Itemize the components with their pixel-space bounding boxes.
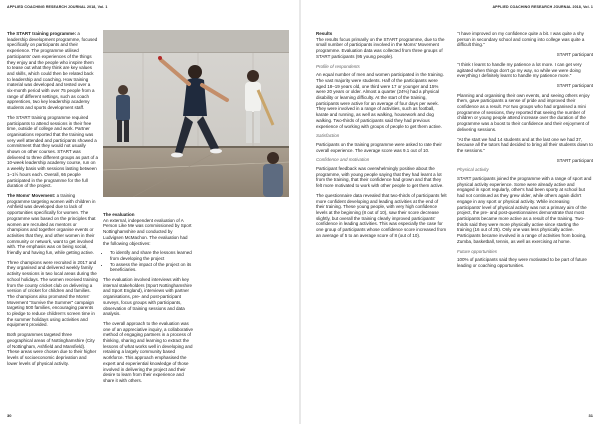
paragraph: Both programmes targeted three geographical areas of Nottinghamshire (City of Nottingham, Ashfield and Mansfield). These areas were chosen due to their higher levels of socioeconomic deprivation and lower levels of physical activity. [7,332,97,366]
right-page [301,0,600,424]
confidence-subheading: Confidence and motivation [316,157,370,163]
paragraph: The results focus primarily on the START programme, due to the small number of participants involved in the Moms' Movement programme. Evaluation data was collected from three groups of START participants (95 young people). [316,36,445,59]
paragraph: Three champions were recruited in 2017 and they organised and delivered weekly family activity sessions in two local areas during the school holidays. The women received training from the county cricket club on delivering a version of cricket for children and families. The champions also promoted the Moms' Movement "Survive the Summer" campaign targeting 500 families, encouraging parents to pledge to reduce children's screen time in the summer holidays using activities and equipment provided. [7,259,98,328]
paragraph: An external, independent evaluation of A Person Like Me was commissioned by Sport Nottinghamshire and conducted by Ludvigsen McMachon. The evaluation had the following objectives: [103,217,192,246]
evaluation-column [103,212,193,388]
physical-activity-subheading: Physical activity [457,167,489,173]
paragraph: The START training programme required participants to attend sessions in their free time, outside of college and work. Partner organisations reported that the training was very well attended and participants showed a commitment that they would not usually shown on other courses. START was delivered to three different groups as part of a 10-week leadership academy course, run on a weekly basis with sessions lasting between 1–1½ hours each. Overall, 66 people participated in the programme for the full duration of the project. [7,114,98,189]
quote-attribution: START participant [556,82,593,88]
participant-quote: "I think I learnt to handle my patience a lot more. I can get very agitated when things don't go my way, so while we were doing everything I definitely learnt to handle my patience more." [457,61,582,79]
paragraph: Participant feedback was overwhelmingly positive about the programme, with young people saying that they had learnt a lot from the training, that their confidence had grown and that they felt more motivated to work with other people to get them active. [316,166,444,189]
paragraph: 100% of participants said they were motivated to be part of future leading or coaching opportunities. [457,257,587,268]
participant-quote: "At the start we had 14 students and at the last one we had 37, because all the tutors had decided to bring all their students down to the sessions." [457,136,593,153]
page-number-right: 31 [588,413,593,418]
start-programme-paragraph: The START training programme: a leadership development programme, focused specifically on participants and their experience. The programme utilised participants' own experiences of the things they enjoy and the people who inspire them to tease out what they think are key values and skills, which could then be related back to leadership and coaching. How training material was developed and tested over a six-month period with over 75 people from a range of different settings, such as coach apprentices, two key leadership academy students and sports development staff. [7,31,98,111]
paragraph: Participants on the training programme were asked to rate their overall experience. The average score was 9.1 out of 10. [316,141,442,153]
moms-movement-paragraph: The Moms' Movement: a training programme targeting women with children in Ashfield was developed due to lack of opportunities specifically for women. The programme was based on the principles that women are recruited as mentors or champions and together organise events or activities that they, and other women in their community or network, want to get involved with. The emphasis was on being social, friendly and having fun, while getting active. [7,192,96,256]
participant-quote: "I have improved on my confidence quite a bit. I was quite a shy person in secondary school and coming into college was quite a difficult thing." [457,31,585,48]
paragraph: An equal number of men and women participated in the training. The vast majority were students. Half of the participants were aged 18–19 years old, one third were 17 or younger and 15% were 20 years or older. Almost a quarter (24%) had a physical disability or learning difficulty. At the start of the training, participants were active for an average of four days per week. They were involved in a range of activities, such as football, karate and running, as well as walking, housework and dog walking. Two-thirds of participants said they had previous experience of working with groups of people to get them active. [316,72,444,129]
evaluation-heading: The evaluation [103,212,135,217]
right-column-2 [457,31,593,273]
profile-subheading: Profile of respondents [316,63,360,69]
cricket-training-photo [103,30,289,197]
results-heading: Results [316,31,333,36]
satisfaction-subheading: Satisfaction [316,133,340,139]
moms-movement-heading: The Moms' Movement: [7,192,56,198]
objectives-list [103,250,193,273]
list-item: • To assess the impact of the project on its beneficiaries. [110,262,193,273]
list-item: • To identify and share the lessons learned from developing the project [110,250,193,261]
left-page [0,0,299,424]
paragraph: Planning and organising their own events, and seeing others enjoy them, gave participants a sense of pride and improved their confidence as a result. For two groups who had organised a mini programme of sessions, they reported that seeing the number of children or young people attend increase over the duration of the programme was a boost to their confidence and their enjoyment of delivering sessions. [457,92,590,132]
paragraph: The evaluation involved interviews with key internal stakeholders (Sport Nottinghamshire and Sport England), interviews with partner organisations, pre- and post-participant surveys, focus groups with participants, observation of training sessions and data analysis. [103,277,193,317]
page-number-left: 30 [7,413,12,418]
photo-illustration [103,30,289,197]
future-opportunities-subheading: Future opportunities [457,248,498,254]
quote-attribution: START participant [556,52,593,58]
start-programme-heading: The START training programme: [7,31,77,36]
running-head-left: APPLIED COACHING RESEARCH JOURNAL 2018, Vol. 1 [7,5,108,9]
paragraph: START participants joined the programme with a range of sport and physical activity experience. Some were already active and engaged in sport regularly, other's had been sporty at school but had not continued as they grew older, while others again didn't engage in any sport or physical activity. While increasing participants' level of physical activity was not a primary aim of the project, the pre- and post-questionnaires demonstrate that most participants became more active as a result of the training. Two-thirds said they were more physically active since starting the training (16 out of 25). Only one was less physically active. Participants became involved in a range of activities from boxing, Zumba, basketball, tennis, as well as exercising at home. [457,176,592,244]
quote-attribution: START participant [556,157,593,163]
paragraph: The overall approach to the evaluation was one of an appreciative inquiry, a collaborative method of engaging partners in a process of thinking, sharing and learning to extract the lessons of what works well in developing and retaining a largely community based workforce. This approach emphasised the expert and experiential knowledge of those involved in delivering the project and their desire to learn from their experience and share it with others. [103,320,193,383]
right-column-1 [316,31,448,243]
running-head-right: APPLIED COACHING RESEARCH JOURNAL 2018, Vol. 1 [492,5,593,9]
paragraph: The questionnaire data revealed that two-thirds of participants felt more confident developing and leading activities at the end of their training. These young people, with very high confidence levels at the beginning (8 out of 10), saw their score decrease slightly, but overall the training clearly improved participants' confidence in leading activities. This was especially the case for one group of participants whose confidence score increased from an average of 5 to an average score of 8 (out of 10). [316,192,447,238]
left-column-1 [7,31,98,370]
